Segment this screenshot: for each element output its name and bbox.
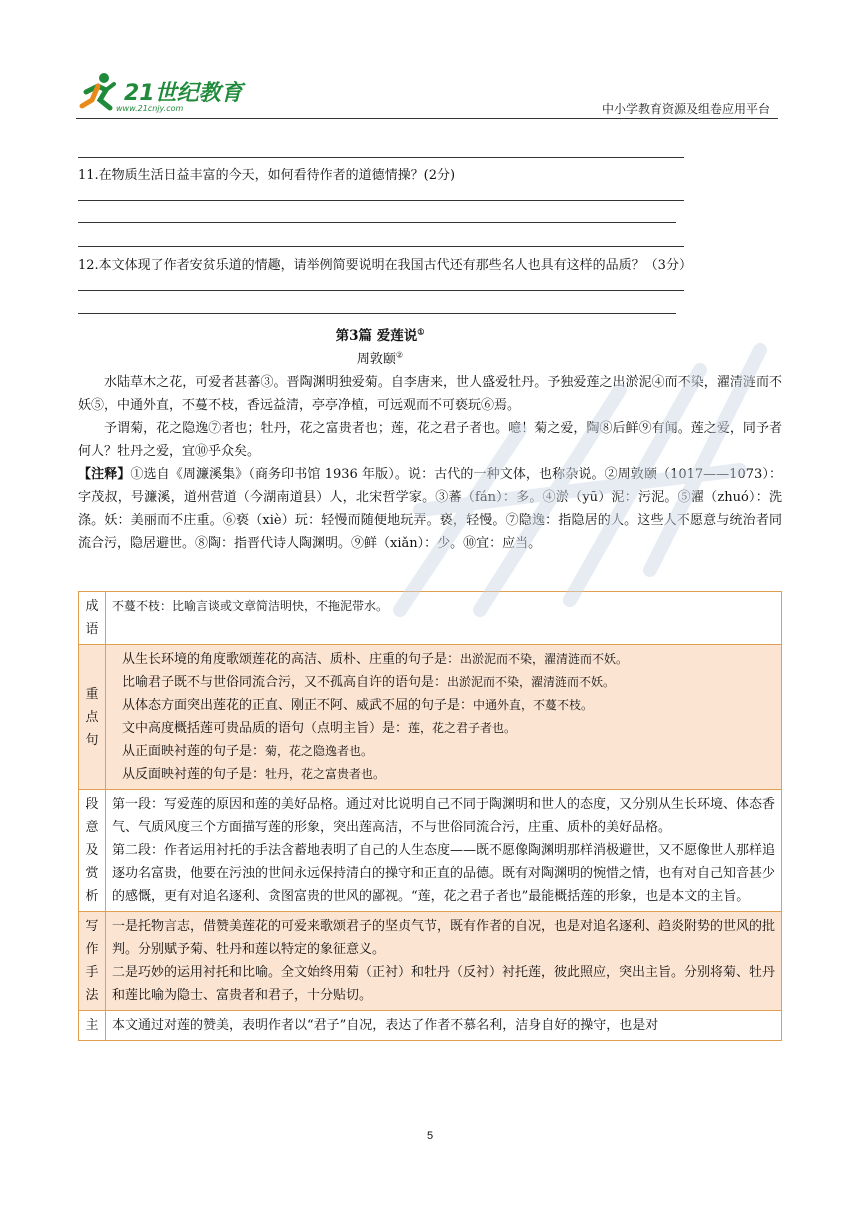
question-11: 11.在物质生活日益丰富的今天，如何看待作者的道德情操？(2分) <box>78 168 456 183</box>
table-row <box>79 592 782 645</box>
table-row <box>79 645 782 790</box>
logo-url: www.21cnjy.com <box>116 104 184 113</box>
key-sentence: 从生长环境的角度歌颂莲花的高洁、质朴、庄重的句子是：出淤泥而不染，濯清涟而不妖。 <box>122 652 629 667</box>
theme-text: 本文通过对莲的赞美，表明作者以“君子”自况，表达了作者不慕名利，洁身自好的操守，也是对 <box>106 1011 782 1041</box>
table-row <box>79 912 782 1011</box>
page-number: 5 <box>426 1130 434 1142</box>
answer-line <box>78 222 676 223</box>
paragraph-analysis-label: 段意及赏析 <box>79 790 106 912</box>
key-sentences <box>106 645 782 790</box>
table-row <box>79 1011 782 1041</box>
writing-technique-2: 二是巧妙的运用衬托和比喻。全文始终用菊（正衬）和牡丹（反衬）衬托莲，彼此照应，突出主旨。分别将菊、牡丹和莲比喻为隐士、富贵者和君子，十分贴切。 <box>112 965 776 1003</box>
idiom-text: 不蔓不枝：比喻言谈或文章简洁明快，不拖泥带水。 <box>106 592 782 645</box>
article-title: 第3篇 爱莲说① <box>335 326 425 344</box>
answer-line <box>78 200 684 201</box>
key-sentence: 从反面映衬莲的句子是：牡丹，花之富贵者也。 <box>122 767 386 782</box>
table-row <box>79 790 782 912</box>
idiom-label: 成语 <box>79 592 106 645</box>
paragraph-analysis-2: 第二段：作者运用衬托的手法含蓄地表明了自己的人生态度——既不愿像陶渊明那样消极避世，又不愿像世人那样追逐功名富贵，他要在污浊的世间永远保持清白的操守和正直的品德。既有对陶渊明的惋惜之情，也有对自己知音甚少的感慨，更有对追名逐利、贪图富贵的世风的鄙视。“莲，花之君子者也”最能概括莲的形象，也是本文的主旨。 <box>112 843 776 904</box>
key-sentence: 文中高度概括莲可贵品质的语句（点明主旨）是：莲，花之君子者也。 <box>122 721 517 736</box>
site-logo <box>76 70 246 118</box>
theme-label: 主 <box>79 1011 106 1041</box>
article-paragraph-1: 水陆草木之花，可爱者甚蕃③。晋陶渊明独爱菊。自李唐来，世人盛爱牡丹。予独爱莲之出淤泥④而不染，濯清涟而不妖⑤，中通外直，不蔓不枝，香远益清，亭亭净植，可远观而不可亵玩⑥焉。 <box>78 375 782 413</box>
key-sentence: 从体态方面突出莲花的正直、刚正不阿、威武不屈的句子是：中通外直，不蔓不枝。 <box>122 698 594 713</box>
key-sentences-label: 重点句 <box>79 645 106 790</box>
key-sentence: 比喻君子既不与世俗同流合污，又不孤高自许的语句是：出淤泥而不染，濯清涟而不妖。 <box>122 675 616 690</box>
writing-technique-label: 写作手法 <box>79 912 106 1011</box>
answer-line <box>78 313 676 314</box>
logo-text: 21世纪教育 <box>124 81 243 106</box>
answer-line <box>78 246 684 247</box>
analysis-table <box>78 591 782 1041</box>
paragraph-analysis-1: 第一段：写爱莲的原因和莲的美好品格。通过对比说明自己不同于陶渊明和世人的态度，又分别从生长环境、体态香气、气质风度三个方面描写莲的形象，突出莲高洁，不与世俗同流合污，庄重、质朴的美好品格。 <box>112 797 776 835</box>
answer-line <box>78 290 684 291</box>
article-notes: 【注释】①选自《周濂溪集》（商务印书馆 1936 年版）。说：古代的一种文体，也称杂说。②周敦颐（1017——1073）：字茂叔，号濂溪，道州营道（今湖南道县）人，北宋哲学家。③蕃（fán）：多。④淤（yū）泥：污泥。⑤濯（zhuó）：洗涤。妖：美丽而不庄重。⑥亵（xiè）玩：轻慢而随便地玩弄。亵，轻慢。⑦隐逸：指隐居的人。这些人不愿意与统治者同流合污，隐居避世。⑧陶：指晋代诗人陶渊明。⑨鲜（xiǎn）：少。⑩宜：应当。 <box>78 467 782 551</box>
question-12: 12.本文体现了作者安贫乐道的情趣，请举例简要说明在我国古代还有那些名人也具有这样的品质？（3分） <box>78 258 692 273</box>
header-platform-name: 中小学教育资源及组卷应用平台 <box>601 102 770 116</box>
header-divider <box>76 118 778 119</box>
writing-technique-1: 一是托物言志，借赞美莲花的可爱来歌颂君子的坚贞气节，既有作者的自况，也是对追名逐利、趋炎附势的世风的批判。分别赋予菊、牡丹和莲以特定的象征意义。 <box>112 919 776 957</box>
answer-line <box>78 157 684 158</box>
paragraph-analysis <box>106 790 782 912</box>
key-sentence: 从正面映衬莲的句子是：菊，花之隐逸者也。 <box>122 744 374 759</box>
article-paragraph-2: 予谓菊，花之隐逸⑦者也；牡丹，花之富贵者也；莲，花之君子者也。噫！菊之爱，陶⑧后鲜⑨有闻。莲之爱，同予者何人？牡丹之爱，宜⑩乎众矣。 <box>78 421 782 459</box>
writing-technique <box>106 912 782 1011</box>
article-author: 周敦颐② <box>356 350 404 367</box>
runner-logo-icon <box>76 70 120 114</box>
